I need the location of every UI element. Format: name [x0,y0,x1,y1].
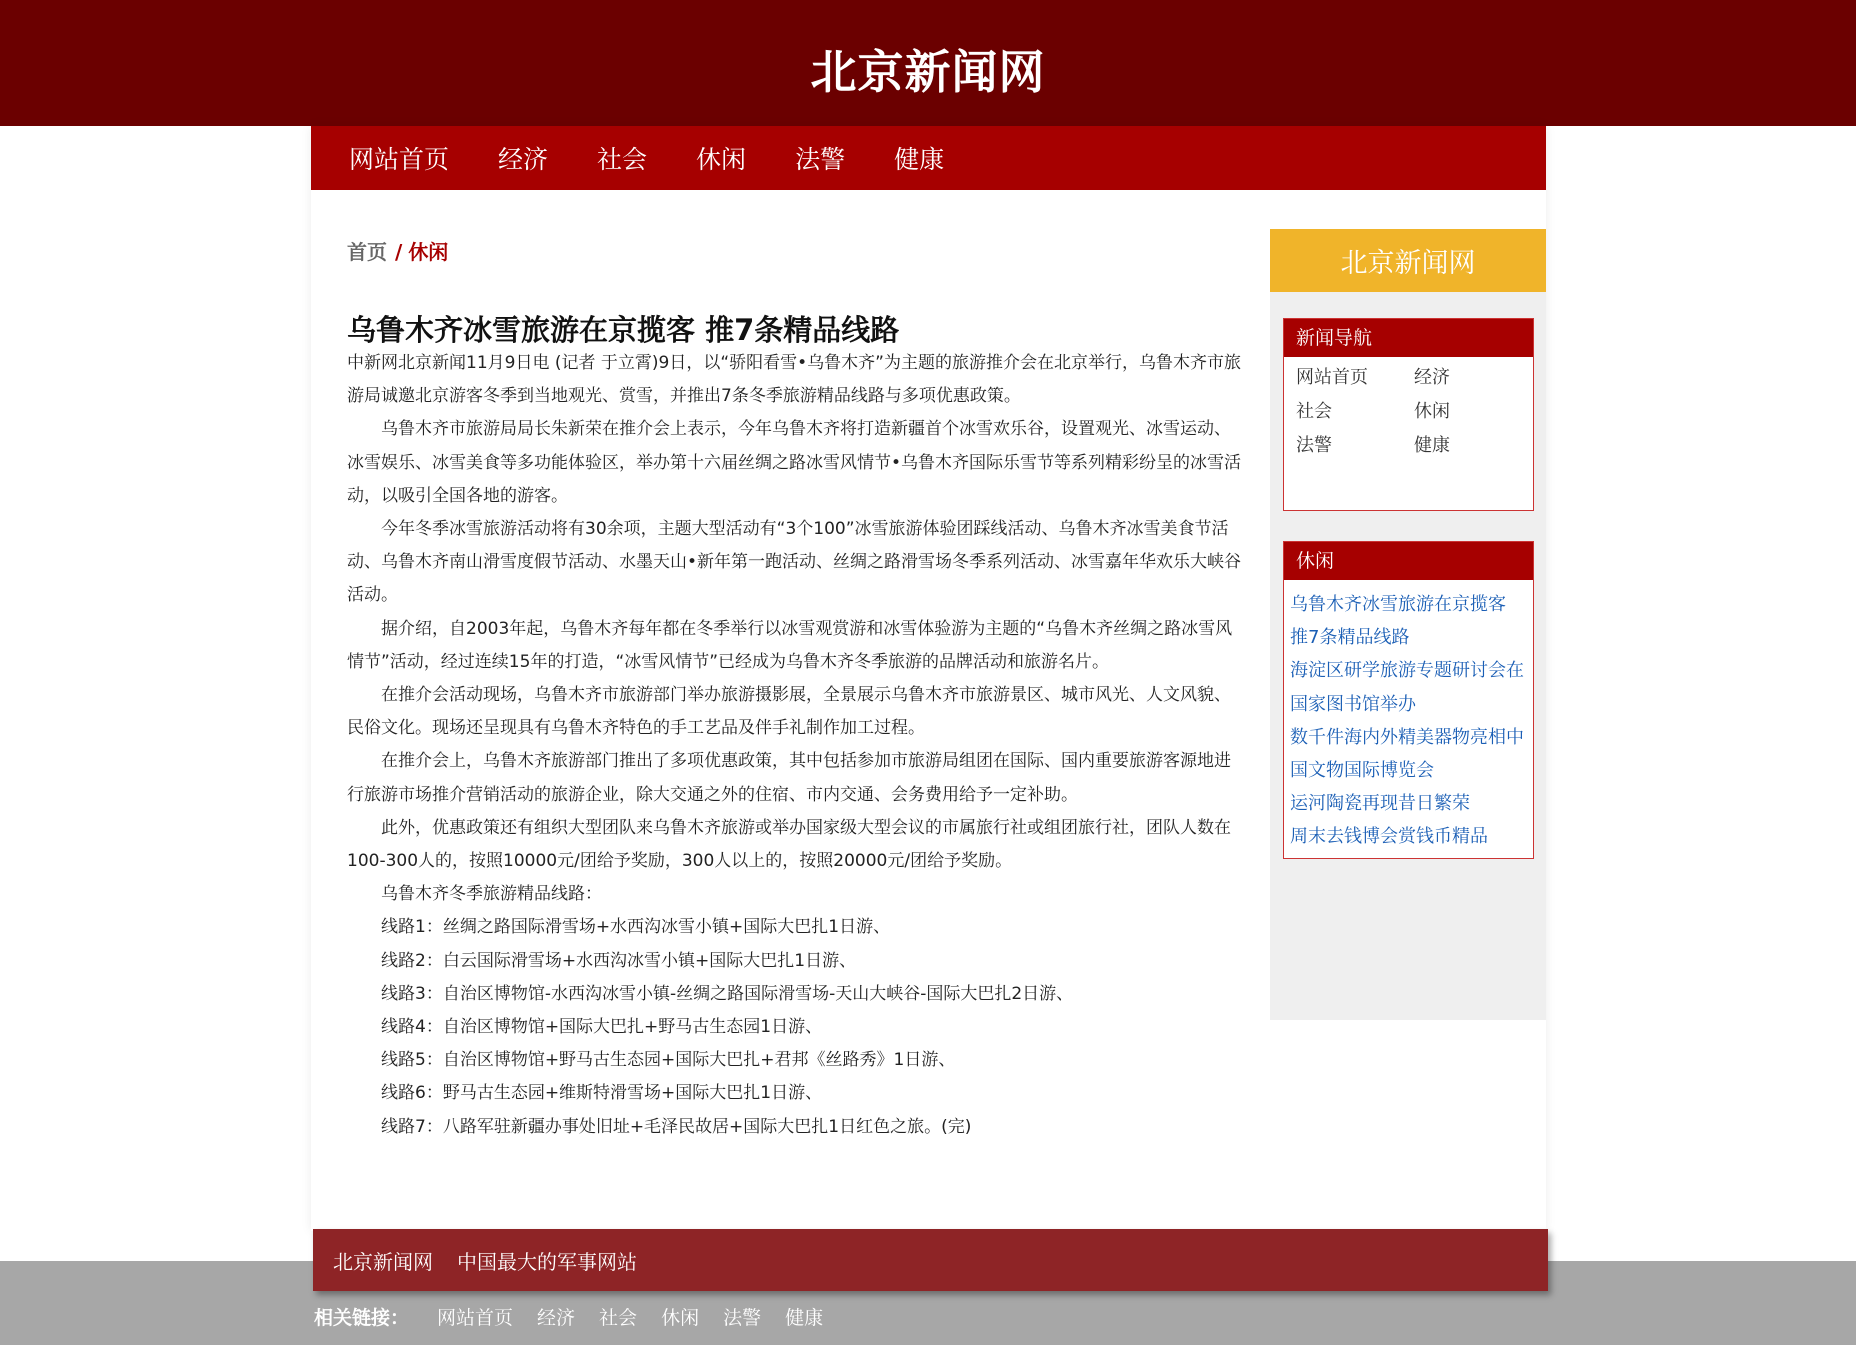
article-paragraph: 乌鲁木齐冬季旅游精品线路： [381,884,602,905]
route-item: 线路6：野马古生态园+维斯特滑雪场+国际大巴扎1日游、 [381,1083,823,1104]
breadcrumb [347,236,448,265]
news-link[interactable]: 海淀区研学旅游专题研讨会在国家图书馆举办 [1290,660,1524,715]
article-paragraph: 乌鲁木齐市旅游局局长朱新荣在推介会上表示，今年乌鲁木齐将打造新疆首个冰雪欢乐谷，设置观光、冰雪运动、冰雪娱乐、冰雪美食等多功能体验区，举办第十六届丝绸之路冰雪风情节•乌鲁木齐国际乐雪节等系列精彩纷呈的冰雪活动，以吸引全国各地的游客。 [347,419,1242,506]
news-nav-link[interactable]: 休闲 [1414,401,1450,422]
news-nav-title: 新闻导航 [1284,319,1533,357]
page-container [311,126,1546,1231]
related-link-economy[interactable]: 经济 [537,1307,576,1329]
nav-item-law[interactable]: 法警 [795,145,846,174]
leisure-news-list [1284,580,1533,854]
news-nav-link[interactable]: 健康 [1414,435,1450,456]
site-title[interactable]: 北京新闻网 [810,45,1046,99]
nav-item-leisure[interactable]: 休闲 [696,145,747,174]
article-paragraph: 今年冬季冰雪旅游活动将有30余项，主题大型活动有“3个100”冰雪旅游体验团踩线活动、乌鲁木齐冰雪美食节活动、乌鲁木齐南山滑雪度假节活动、水墨天山•新年第一跑活动、丝绸之路滑雪场冬季系列活动、冰雪嘉年华欢乐大峡谷活动。 [347,519,1242,606]
sidebar [1270,229,1546,1020]
nav-item-economy[interactable]: 经济 [498,145,549,174]
article-paragraph: 此外，优惠政策还有组织大型团队来乌鲁木齐旅游或举办国家级大型会议的市属旅行社或组团旅行社，团队人数在100-300人的，按照10000元/团给予奖励，300人以上的，按照20000元/团给予奖励。 [347,817,1231,872]
news-nav-grid [1284,357,1533,460]
news-nav-box [1283,318,1534,511]
route-item: 线路4：自治区博物馆+国际大巴扎+野马古生态园1日游、 [381,1017,823,1038]
related-links-label: 相关链接： [314,1307,410,1329]
news-nav-link[interactable]: 法警 [1296,435,1332,456]
breadcrumb-separator: / [395,240,403,264]
route-item: 线路5：自治区博物馆+野马古生态园+国际大巴扎+君邦《丝路秀》1日游、 [381,1050,956,1071]
footer-slogan: 中国最大的军事网站 [457,1249,637,1274]
route-item: 线路3：自治区博物馆-水西沟冰雪小镇-丝绸之路国际滑雪场-天山大峡谷-国际大巴扎2日游、 [381,983,1074,1004]
news-nav-link[interactable]: 社会 [1296,401,1332,422]
article-paragraph: 据介绍，自2003年起，乌鲁木齐每年都在冬季举行以冰雪观赏游和冰雪体验游为主题的“乌鲁木齐丝绸之路冰雪风情节”活动，经过连续15年的打造，“冰雪风情节”已经成为乌鲁木齐冬季旅游的品牌活动和旅游名片。 [347,618,1233,672]
news-link[interactable]: 乌鲁木齐冰雪旅游在京揽客 推7条精品线路 [1290,594,1506,649]
related-links [314,1303,847,1330]
route-item: 线路2：白云国际滑雪场+水西沟冰雪小镇+国际大巴扎1日游、 [381,950,857,971]
leisure-news-box [1283,541,1534,859]
news-nav-link[interactable]: 网站首页 [1296,367,1368,388]
breadcrumb-current[interactable]: 休闲 [408,240,449,264]
route-item: 线路1：丝绸之路国际滑雪场+水西沟冰雪小镇+国际大巴扎1日游、 [381,917,891,938]
nav-item-society[interactable]: 社会 [597,145,648,174]
related-link-leisure[interactable]: 休闲 [661,1307,700,1329]
news-link[interactable]: 周末去钱博会赏钱币精品 [1290,826,1488,848]
article-paragraph: 中新网北京新闻11月9日电 (记者 于立霄)9日，以“骄阳看雪•乌鲁木齐”为主题的旅游推介会在北京举行，乌鲁木齐市旅游局诚邀北京游客冬季到当地观光、赏雪，并推出7条冬季旅游精品线路与多项优惠政策。 [347,353,1241,407]
article-title: 乌鲁木齐冰雪旅游在京揽客 推7条精品线路 [347,313,900,347]
related-link-health[interactable]: 健康 [785,1307,824,1329]
main-nav [311,126,1546,190]
route-item: 线路7：八路军驻新疆办事处旧址+毛泽民故居+国际大巴扎1日红色之旅。(完) [381,1116,972,1137]
article-body [347,347,1247,1144]
nav-item-home[interactable]: 网站首页 [349,145,450,174]
related-link-law[interactable]: 法警 [723,1307,762,1329]
breadcrumb-home[interactable]: 首页 [347,240,387,264]
news-link[interactable]: 运河陶瓷再现昔日繁荣 [1290,793,1470,815]
news-nav-link[interactable]: 经济 [1414,367,1450,388]
news-link[interactable]: 数千件海内外精美器物亮相中国文物国际博览会 [1290,726,1524,782]
related-link-home[interactable]: 网站首页 [437,1307,514,1329]
footer-site-name: 北京新闻网 [333,1249,433,1274]
related-link-society[interactable]: 社会 [599,1307,638,1329]
leisure-news-title: 休闲 [1284,542,1533,580]
nav-item-health[interactable]: 健康 [894,145,945,174]
article-paragraph: 在推介会上，乌鲁木齐旅游部门推出了多项优惠政策，其中包括参加市旅游局组团在国际、国内重要旅游客源地进行旅游市场推介营销活动的旅游企业，除大交通之外的住宿、市内交通、会务费用给予一定补助。 [347,751,1231,805]
sidebar-header: 北京新闻网 [1270,229,1546,292]
footer-bar [313,1229,1548,1291]
article-paragraph: 在推介会活动现场，乌鲁木齐市旅游部门举办旅游摄影展，全景展示乌鲁木齐市旅游景区、城市风光、人文风貌、民俗文化。现场还呈现具有乌鲁木齐特色的手工艺品及伴手礼制作加工过程。 [347,685,1231,739]
